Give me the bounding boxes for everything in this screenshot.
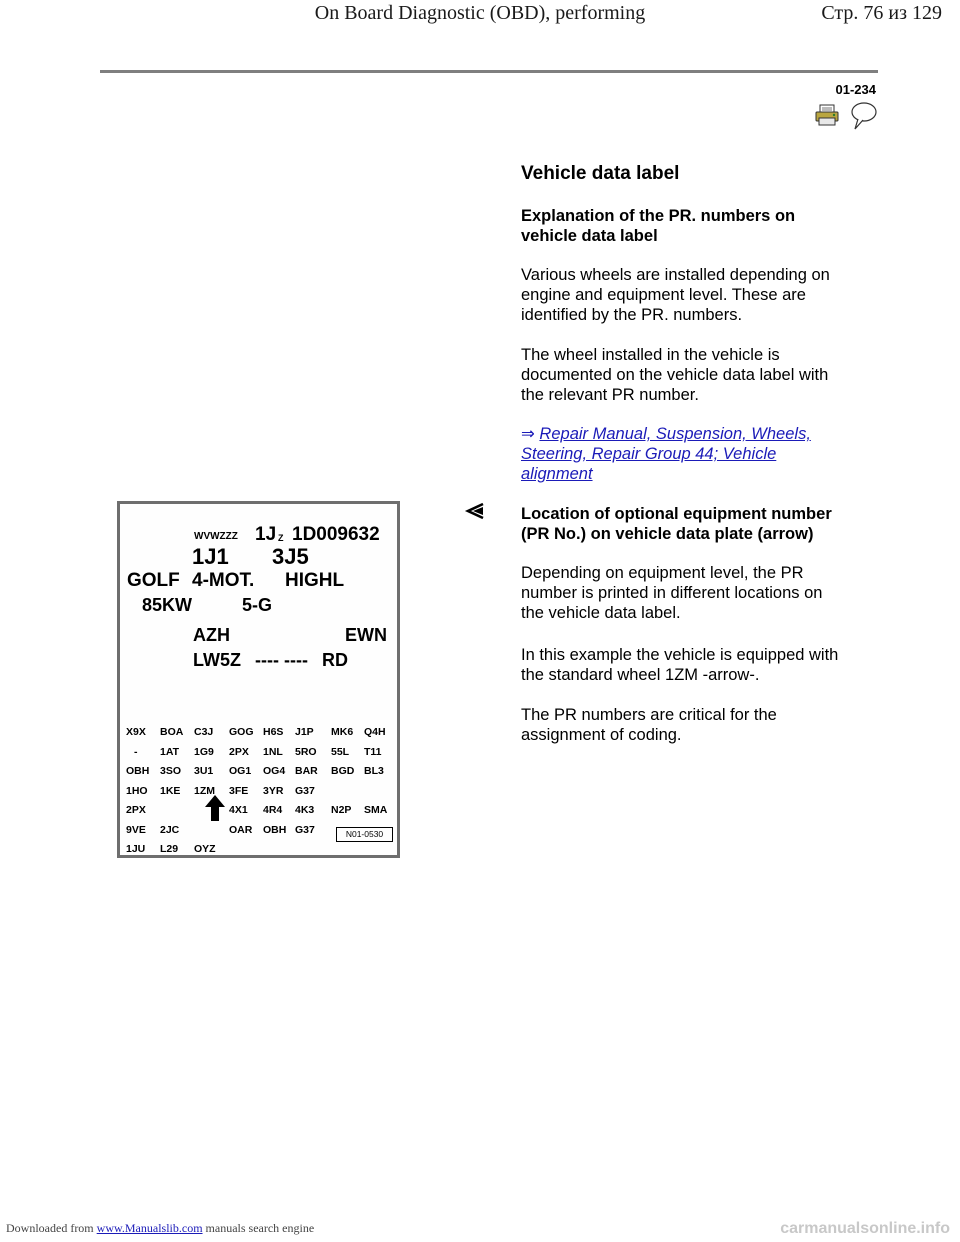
- repair-manual-link[interactable]: ⇒ Repair Manual, Suspension, Wheels, Steering, Repair Group 44; Vehicle alignment: [521, 425, 811, 483]
- paragraph-location: Depending on equipment level, the PR number is printed in different locations on the vehicle data label.: [521, 564, 823, 622]
- page-counter: Стр. 76 из 129: [821, 2, 942, 24]
- doc-code: 01-234: [835, 82, 876, 97]
- header-rule: [100, 70, 878, 73]
- plate-line6a: LW5Z: [193, 650, 241, 670]
- pr-code: BGD: [331, 765, 355, 777]
- pr-code: 55L: [331, 745, 350, 758]
- pr-code: 2PX: [126, 804, 146, 816]
- vin-prefix: WVWZZZ: [194, 531, 238, 542]
- section-subtitle: Explanation of the PR. numbers on vehicle data label: [521, 207, 796, 245]
- footer-source: Downloaded from www.Manualslib.com manuals search engine: [6, 1221, 315, 1235]
- pr-code: L29: [160, 843, 179, 855]
- plate-line3a: GOLF: [127, 570, 180, 591]
- paragraph-wheels: Various wheels are installed depending on engine and equipment level. These are identified by the PR. numbers.: [521, 266, 830, 324]
- vin-serial: 1D009632: [292, 524, 380, 545]
- pr-code: BL3: [364, 765, 384, 777]
- pr-code: 3SO: [160, 765, 182, 777]
- plate-line3b: 4-MOT.: [192, 570, 255, 591]
- paragraph-installed: The wheel installed in the vehicle is documented on the vehicle data label with the relevant PR number.: [521, 346, 829, 404]
- pr-code: OG1: [229, 765, 252, 777]
- pr-code: T11: [364, 745, 382, 758]
- manualslib-link[interactable]: www.Manualslib.com: [96, 1221, 203, 1235]
- section2-title: Location of optional equipment number (PR No.) on vehicle data plate (arrow): [521, 505, 832, 543]
- plate-line5a: AZH: [193, 625, 230, 645]
- pr-code: 1KE: [160, 784, 181, 797]
- pr-code: 4R4: [263, 804, 283, 816]
- printer-icon[interactable]: [815, 104, 839, 126]
- pr-code: OBH: [126, 765, 150, 777]
- section-title: Vehicle data label: [521, 163, 680, 184]
- pr-code: 3YR: [263, 784, 284, 797]
- pr-code: 9VE: [126, 823, 146, 836]
- vin-model: 1J: [255, 524, 277, 545]
- window-title: On Board Diagnostic (OBD), performing: [314, 2, 646, 24]
- pr-code: H6S: [263, 726, 284, 738]
- plate-line2b: 3J5: [272, 544, 309, 569]
- ref-arrow-icon: ⇒: [521, 425, 535, 443]
- pr-code: 1JU: [126, 843, 146, 855]
- pr-code: X9X: [126, 726, 146, 738]
- pr-code: -: [134, 745, 138, 758]
- pr-code: 4X1: [229, 804, 248, 816]
- pr-code: BOA: [160, 726, 184, 738]
- pr-code: OYZ: [194, 843, 216, 855]
- paragraph-example: In this example the vehicle is equipped with the standard wheel 1ZM -arrow-.: [521, 646, 839, 684]
- plate-line4b: 5-G: [242, 595, 273, 615]
- pr-code: 2PX: [229, 745, 249, 758]
- pr-code: 3FE: [229, 784, 249, 797]
- pr-code: SMA: [364, 804, 388, 816]
- pr-code: 1HO: [126, 784, 148, 797]
- pr-code: GOG: [229, 726, 254, 738]
- pr-code: 1ZM: [194, 784, 215, 797]
- pr-code: OG4: [263, 765, 286, 777]
- pr-code: 4K3: [295, 804, 315, 816]
- pr-code: 2JC: [160, 823, 180, 836]
- vehicle-data-plate-figure: [117, 501, 400, 858]
- vin-z: Z: [278, 533, 284, 543]
- pointer-left-icon: [464, 502, 486, 520]
- pr-code: J1P: [295, 726, 314, 738]
- pr-code: G37: [295, 823, 315, 836]
- pr-code: N2P: [331, 804, 352, 816]
- pr-code: G37: [295, 784, 315, 797]
- pr-code: MK6: [331, 726, 354, 738]
- pr-code: 3U1: [194, 765, 214, 777]
- plate-line6b: ---- ----: [255, 650, 308, 670]
- pr-code: 1AT: [160, 745, 180, 758]
- plate-line4a: 85KW: [142, 595, 193, 615]
- pr-code: Q4H: [364, 726, 386, 738]
- plate-line6c: RD: [322, 650, 348, 670]
- pr-code: OBH: [263, 823, 287, 836]
- paragraph-coding: The PR numbers are critical for the assignment of coding.: [521, 706, 777, 744]
- plate-line5b: EWN: [345, 625, 387, 645]
- arrow-icon: [204, 794, 226, 822]
- plate-line2a: 1J1: [192, 544, 229, 569]
- figure-ref-label: N01-0530: [336, 827, 393, 842]
- pr-code: 1G9: [194, 745, 214, 758]
- pr-code: BAR: [295, 765, 318, 777]
- pr-code: C3J: [194, 726, 214, 738]
- pr-code: 5RO: [295, 745, 317, 758]
- speech-bubble-icon[interactable]: [848, 101, 878, 131]
- pr-code: 1NL: [263, 745, 283, 758]
- plate-line3c: HIGHL: [285, 570, 345, 591]
- pr-code: OAR: [229, 823, 253, 836]
- footer-watermark: carmanualsonline.info: [780, 1220, 950, 1237]
